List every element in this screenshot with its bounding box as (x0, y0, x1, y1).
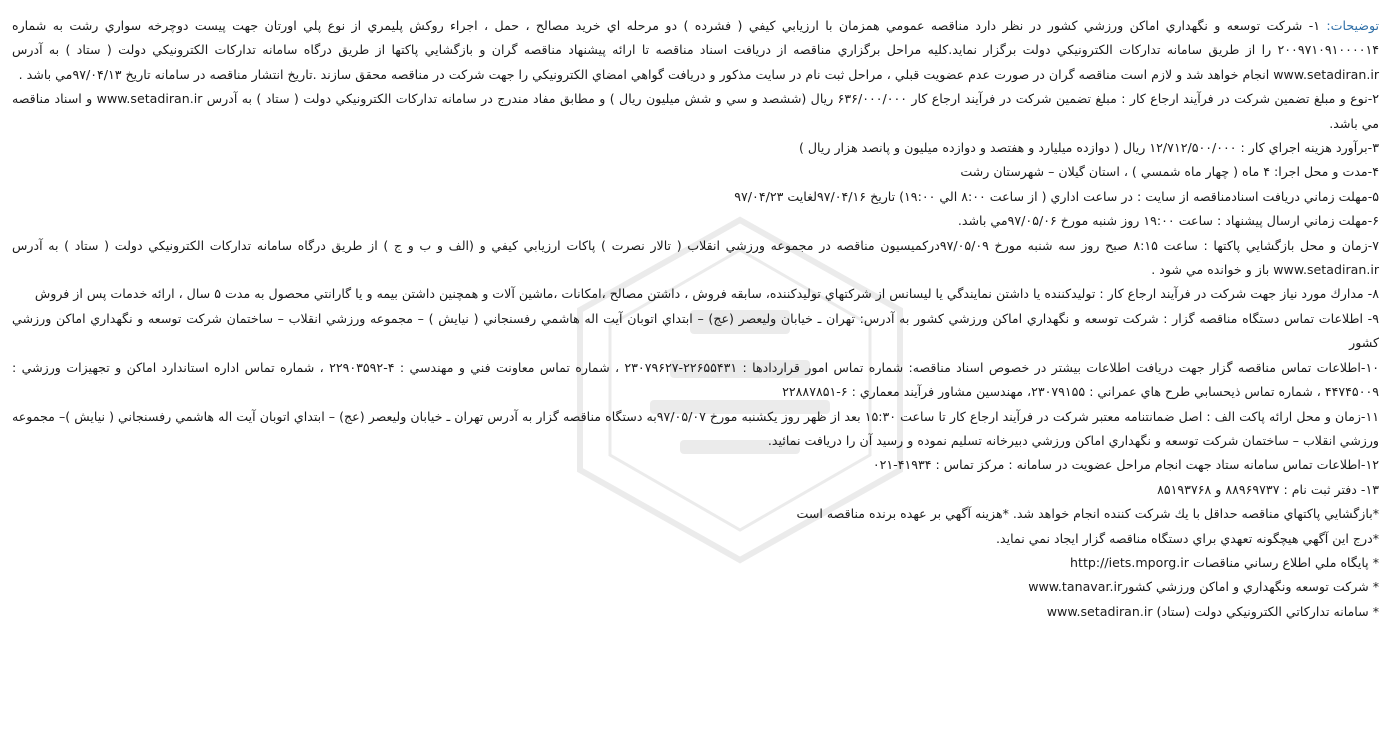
paragraph-7: ۷-زمان و محل بازگشايي پاكتها : ساعت ۸:۱۵ صبح روز سه شنبه مورخ ۹۷/۰۵/۰۹دركميسيون مناقصه در مجموعه ورزشي انقلاب ( تالار نصرت ) پاكات ارزيابي كيفي و (الف و ب و ج ) از طريق درگاه سامانه تداركات الكترونيكي دولت ( ستاد ) به آدرس www.setadiran.ir باز و خوانده مي شود . (12, 237, 1379, 278)
link-setadiran: * سامانه تداركاتي الكترونيكي دولت (ستاد) www.setadiran.ir (1046, 603, 1379, 619)
paragraph-4: ۴-مدت و محل اجرا: ۴ ماه ( چهار ماه شمسي ) ، استان گيلان – شهرستان رشت (960, 164, 1379, 180)
paragraph-11: ۱۱-زمان و محل ارائه پاكت الف : اصل ضمانتنامه معتبر شركت در فرآيند ارجاع كار تا ساعت ۱۵:۳۰ بعد از ظهر روز يكشنبه مورخ ۹۷/۰۵/۰۷به دستگاه مناقصه گزار به آدرس تهران ـ خيابان وليعصر (عج) – ابتداي اتوبان آيت اله هاشمي رفسنجاني ( نيايش )– مجموعه ورزشي انقلاب – ساختمان شركت توسعه و نگهداري اماكن ورزشي دبيرخانه تسليم نموده و رسيد آن را دريافت نمائيد. (12, 408, 1379, 448)
link-tanavar: * شركت توسعه ونگهداري و اماكن ورزشي كشورwww.tanavar.ir (1028, 579, 1379, 595)
link-iets: * پايگاه ملي اطلاع رساني مناقصات http://iets.mporg.ir (1070, 554, 1379, 570)
paragraph-3: ۳-برآورد هزينه اجراي كار : ۱۲/۷۱۲/۵۰۰/۰۰۰ ريال ( دوازده ميليارد و هفتصد و دوازده ميليون و پانصد هزار ريال ) (798, 140, 1379, 156)
paragraph-1-text: ۱- شركت توسعه و نگهداري اماكن ورزشي كشور در نظر دارد مناقصه عمومي همزمان با ارزيابي كيفي ( فشرده ) دو مرحله اي خريد مصالح ، حمل ، اجراء روكش پليمري از نوع پلي اورتان جهت پيست دوچرخه سواري رشت به شماره ۲۰۰۹۷۱۰۹۱۰۰۰۰۱۴ را از طريق سامانه تداركات الكترونيكي دولت برگزار نمايد.كليه مراحل برگزاري مناقصه از دريافت اسناد مناقصه تا ارائه پيشنهاد مناقصه گران و بازگشايي پاكتها از طريق درگاه سامانه تداركات الكترونيكي دولت ( ستاد ) به آدرس www.setadiran.ir انجام خواهد شد و لازم است مناقصه گران در صورت عدم عضويت قبلي ، مراحل ثبت نام در سايت مذكور و دريافت گواهي امضاي الكترونيكي را جهت شركت در مناقصه محقق سازند .تاريخ انتشار مناقصه در سامانه تاريخ ۹۷/۰۴/۱۳مي باشد . (12, 18, 1379, 82)
paragraph-10: ۱۰-اطلاعات تماس مناقصه گزار جهت دريافت اطلاعات بيشتر در خصوص اسناد مناقصه: شماره تماس امور قراردادها : ۲۲۶۵۵۴۳۱-۲۳۰۷۹۶۲۷ ، شماره تماس معاونت فني و مهندسي : ۴-۲۲۹۰۳۵۹۲ ، شماره تماس اداره استاندارد اماكن و تجهيزات ورزشي : ۴۴۷۴۵۰۰۹ ، شماره تماس ذيحسابي طرح هاي عمراني : ۲۳۰۷۹۱۵۵، مهندسين مشاور فرآيند معماري : ۶-۲۲۸۸۷۸۵۱ (12, 359, 1379, 400)
paragraph-2: ۲-نوع و مبلغ تضمين شركت در فرآيند ارجاع كار : مبلغ تضمين شركت در فرآيند ارجاع كار ۶۳۶/۰۰۰/۰۰۰ ريال (ششصد و سي و شش ميليون ريال ) و مطابق مفاد مندرج در سامانه تداركات الكترونيكي دولت ( ستاد ) به آدرس www.setadiran.ir و اسناد مناقصه مي باشد. (12, 91, 1380, 131)
description-label: توضيحات: (1326, 18, 1379, 33)
paragraph-6: ۶-مهلت زماني ارسال پيشنهاد : ساعت ۱۹:۰۰ روز شنبه مورخ ۹۷/۰۵/۰۶مي باشد. (957, 213, 1379, 229)
paragraph-13: ۱۳- دفتر ثبت نام : ۸۸۹۶۹۷۳۷ و ۸۵۱۹۳۷۶۸ (1157, 481, 1379, 497)
paragraph-5: ۵-مهلت زماني دريافت اسنادمناقصه از سايت : در ساعت اداري ( از ساعت ۸:۰۰ الي ۱۹:۰۰) تاريخ ۹۷/۰۴/۱۶لغايت ۹۷/۰۴/۲۳ (734, 188, 1379, 204)
note-no-obligation: *درج اين آگهي هيچگونه تعهدي براي دستگاه مناقصه گزار ايجاد نمي نمايد. (995, 530, 1379, 546)
paragraph-9: ۹- اطلاعات تماس دستگاه مناقصه گزار : شركت توسعه و نگهداري اماكن ورزشي كشور به آدرس: تهران ـ خيابان وليعصر (عج) – ابتداي اتوبان آيت اله هاشمي رفسنجاني ( نيايش ) – مجموعه ورزشي انقلاب – ساختمان شركت توسعه و نگهداري اماكن ورزشي كشور (12, 310, 1379, 351)
paragraph-8: ۸- مدارك مورد نياز جهت شركت در فرآيند ارجاع كار : توليدكننده يا داشتن نمايندگي يا ليسانس از شركتهاي توليدكننده، سابقه فروش ، داشتن مصالح ،امكانات ،ماشين آلات و همچنين داشتن بيمه و يا گارانتي محصول به مدت ۵ سال ، ارائه خدمات پس از فروش (34, 286, 1379, 302)
note-opening: *بازگشايي پاكتهاي مناقصه حداقل با يك شركت كننده انجام خواهد شد. *هزينه آگهي بر عهده برنده مناقصه است (796, 506, 1379, 522)
paragraph-1 (12, 14, 1379, 87)
paragraph-12: ۱۲-اطلاعات تماس سامانه ستاد جهت انجام مراحل عضويت در سامانه : مركز تماس : ۴۱۹۳۴-۰۲۱ (872, 457, 1379, 473)
